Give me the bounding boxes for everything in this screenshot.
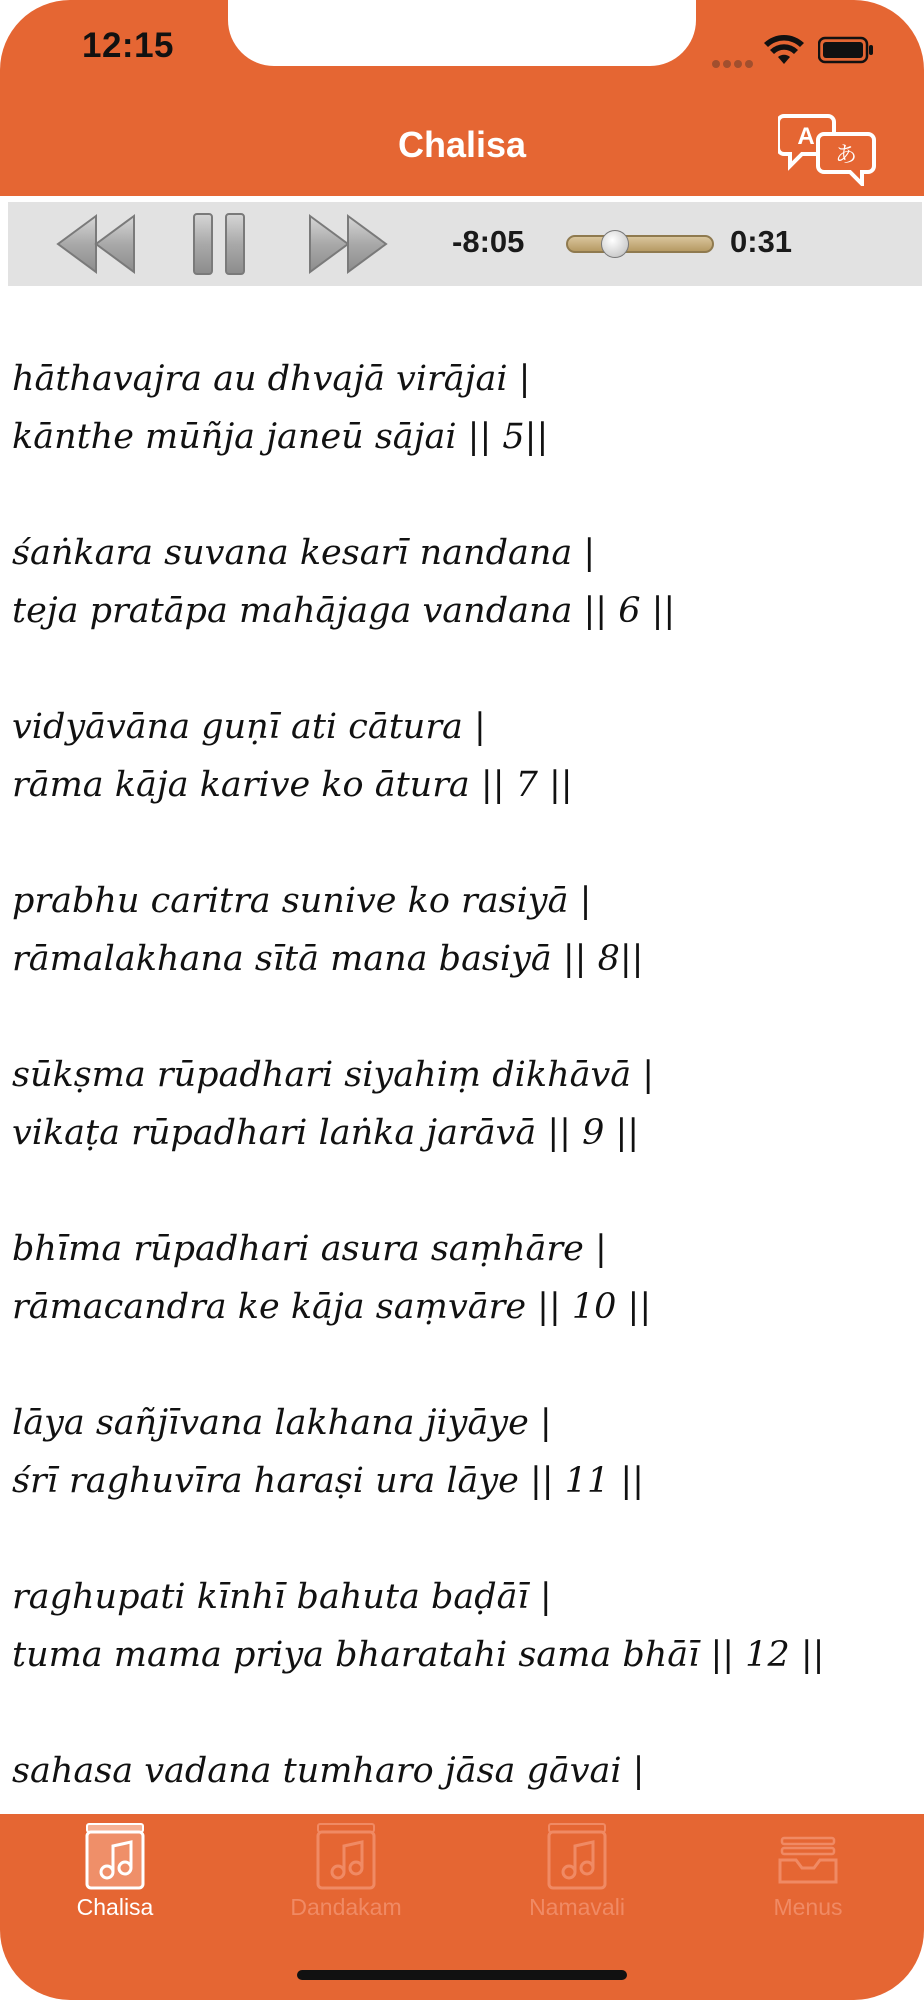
verse-line: śrī raghuvīra haraṣi ura lāye || 11 || [12, 1461, 644, 1501]
slider-track [566, 235, 714, 253]
tab-label: Namavali [529, 1894, 625, 1920]
progress-slider[interactable] [566, 230, 718, 260]
tab-label: Menus [773, 1894, 843, 1920]
verse-line: sahasa vadana tumharo jāsa gāvai | [12, 1751, 645, 1791]
music-book-icon [83, 1822, 147, 1890]
battery-icon [818, 36, 874, 64]
verse-line: rāma kāja karive ko ātura || 7 || [12, 765, 573, 805]
svg-text:A: A [797, 123, 815, 150]
status-time: 12:15 [82, 26, 175, 65]
verse-line: rāmalakhana sītā mana basiyā || 8|| [12, 939, 644, 979]
svg-text:あ: あ [834, 143, 858, 168]
verse-line: lāya sañjīvana lakhana jiyāye | [12, 1403, 552, 1443]
cellular-signal-icon [712, 55, 756, 65]
music-book-icon [545, 1822, 609, 1890]
lyrics-content [12, 350, 912, 1858]
music-book-icon [314, 1822, 378, 1890]
verse-line: sūkṣma rūpadhari siyahiṃ dikhāvā | [12, 1055, 655, 1095]
verse-line: hāthavajra au dhvajā virājai | [12, 359, 531, 399]
time-remaining: -8:05 [452, 224, 525, 259]
verse [12, 1568, 912, 1684]
verse [12, 872, 912, 988]
verse [12, 698, 912, 814]
home-indicator [297, 1970, 627, 1980]
page-title: Chalisa [397, 124, 527, 165]
verse-line: rāmacandra ke kāja saṃvāre || 10 || [12, 1287, 652, 1327]
verse-line: tuma mama priya bharatahi sama bhāī || 12 || [12, 1635, 825, 1675]
verse-line: kānthe mūñja janeū sājai || 5|| [12, 417, 549, 457]
rewind-button[interactable] [56, 212, 140, 276]
slider-thumb[interactable] [601, 230, 629, 258]
verse [12, 350, 912, 466]
verse-line: teja pratāpa mahājaga vandana || 6 || [12, 591, 676, 631]
device-notch [228, 0, 696, 66]
tab-dandakam[interactable] [246, 1822, 446, 1932]
verse-line: prabhu caritra sunive ko rasiyā | [12, 881, 592, 921]
wifi-icon [764, 34, 804, 66]
verse-line: vikaṭa rūpadhari laṅka jarāvā || 9 || [12, 1113, 640, 1153]
verse [12, 1742, 912, 1800]
verse-line: bhīma rūpadhari asura saṃhāre | [12, 1229, 607, 1269]
audio-player [8, 202, 922, 286]
translate-button[interactable] [778, 110, 880, 186]
tab-chalisa[interactable] [15, 1822, 215, 1932]
tab-menus[interactable] [708, 1822, 908, 1932]
tab-label: Dandakam [290, 1894, 402, 1920]
pause-button[interactable] [190, 212, 250, 276]
verse [12, 1220, 912, 1336]
tab-namavali[interactable] [477, 1822, 677, 1932]
verse-line: śaṅkara suvana kesarī nandana | [12, 533, 596, 573]
fast-forward-button[interactable] [304, 212, 388, 276]
header [0, 0, 924, 196]
verse [12, 524, 912, 640]
tray-icon [776, 1822, 840, 1890]
translate-icon [778, 110, 880, 186]
verse-line: vidyāvāna guṇī ati cātura | [12, 707, 486, 747]
tab-label: Chalisa [76, 1894, 154, 1920]
verse [12, 1394, 912, 1510]
verse-line: raghupati kīnhī bahuta baḍāī | [12, 1577, 552, 1617]
time-elapsed: 0:31 [730, 224, 793, 259]
verse [12, 1046, 912, 1162]
